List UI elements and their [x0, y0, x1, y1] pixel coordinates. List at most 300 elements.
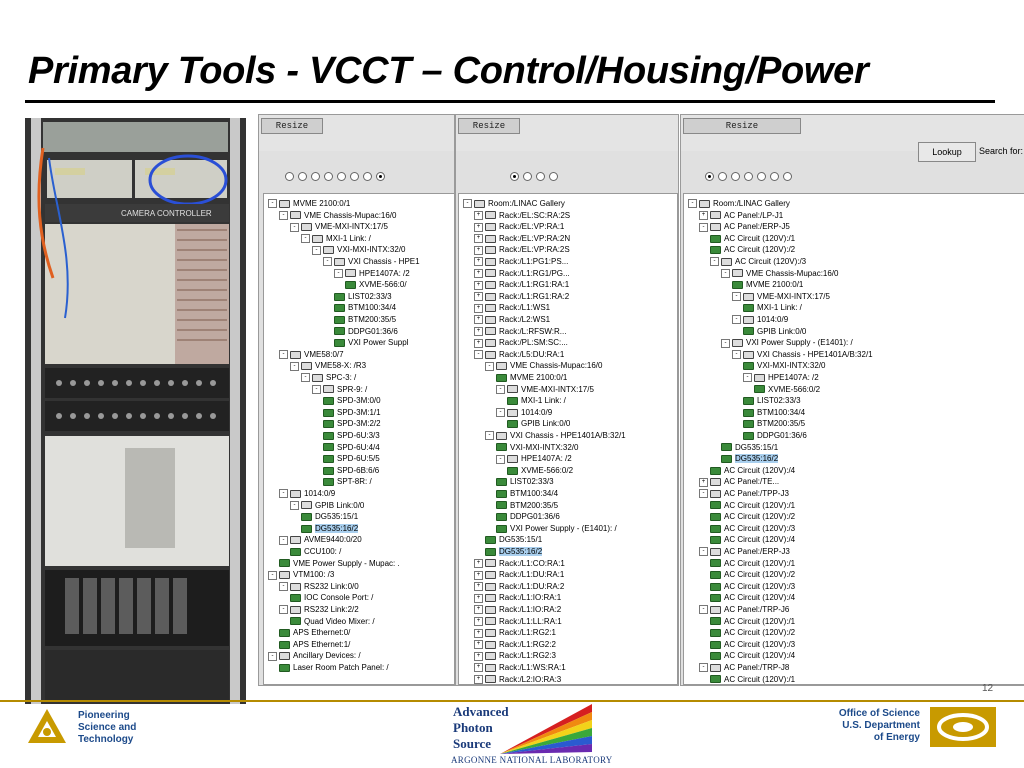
collapse-icon[interactable]: -	[268, 652, 277, 661]
collapse-icon[interactable]: -	[474, 350, 483, 359]
tree-node[interactable]	[290, 616, 375, 627]
collapse-icon[interactable]: -	[279, 489, 288, 498]
radio-button[interactable]	[311, 172, 320, 181]
tree-node[interactable]	[290, 592, 373, 603]
tree-node[interactable]	[474, 569, 564, 580]
tree-node[interactable]	[710, 534, 795, 545]
tree-node[interactable]	[699, 210, 783, 221]
tree-node-label: DG535:16/2	[499, 547, 543, 556]
tree-node[interactable]	[710, 233, 795, 244]
tree-node[interactable]	[268, 650, 361, 661]
expand-icon[interactable]: +	[474, 211, 483, 220]
tree-node-label: Laser Room Patch Panel: /	[293, 663, 389, 672]
device-icon	[710, 246, 721, 254]
tree-node[interactable]	[699, 488, 789, 499]
tree-node[interactable]	[496, 488, 558, 499]
container-icon	[279, 571, 290, 579]
collapse-icon[interactable]: -	[279, 605, 288, 614]
tree-node[interactable]	[710, 627, 795, 638]
device-icon	[710, 641, 721, 649]
tree-node[interactable]	[710, 650, 795, 661]
tree-node[interactable]	[496, 407, 552, 418]
tree-node[interactable]	[334, 268, 410, 279]
expand-icon[interactable]: +	[474, 559, 483, 568]
expand-icon[interactable]: +	[474, 257, 483, 266]
collapse-icon[interactable]: -	[732, 315, 741, 324]
collapse-icon[interactable]: -	[710, 257, 719, 266]
tree-node[interactable]	[743, 407, 805, 418]
radio-button[interactable]	[770, 172, 779, 181]
tree-node[interactable]	[290, 221, 388, 232]
tree-node[interactable]	[312, 244, 405, 255]
device-icon	[710, 594, 721, 602]
tree-node[interactable]	[507, 395, 566, 406]
tree-node[interactable]	[334, 314, 396, 325]
device-icon	[323, 432, 334, 440]
tree-node[interactable]	[710, 569, 795, 580]
tree-node[interactable]	[323, 465, 379, 476]
tree-node-label: Rack:/L1:RG2:1	[499, 628, 556, 638]
tree-node[interactable]	[474, 558, 565, 569]
tree-node-label: 1014:0/9	[521, 407, 553, 417]
collapse-icon[interactable]: -	[699, 663, 708, 672]
tree-node[interactable]	[268, 198, 350, 209]
tree-node-label: DG535:16/2	[315, 523, 359, 533]
tree-node[interactable]	[743, 326, 806, 337]
tree-node[interactable]	[323, 418, 381, 429]
tree-node[interactable]	[485, 360, 602, 371]
tree-node[interactable]	[710, 523, 795, 534]
collapse-icon[interactable]: -	[699, 223, 708, 232]
tree-view[interactable]	[683, 193, 1024, 685]
tree-node[interactable]	[474, 326, 566, 337]
tree-node[interactable]	[474, 279, 569, 290]
device-icon	[323, 478, 334, 486]
tree-node[interactable]	[279, 488, 335, 499]
tree-node[interactable]	[485, 430, 626, 441]
device-icon	[323, 443, 334, 451]
tree-node[interactable]	[721, 337, 853, 348]
expand-icon[interactable]: +	[474, 315, 483, 324]
tree-node[interactable]	[688, 198, 790, 209]
tree-node[interactable]	[743, 372, 819, 383]
tree-node[interactable]	[710, 674, 795, 685]
collapse-icon[interactable]: -	[334, 269, 343, 278]
tree-node[interactable]	[710, 244, 795, 255]
device-icon	[334, 304, 345, 312]
tree-node[interactable]	[474, 592, 561, 603]
container-icon	[743, 351, 754, 359]
tree-node[interactable]	[474, 302, 550, 313]
collapse-icon[interactable]: -	[721, 269, 730, 278]
device-icon	[301, 525, 312, 533]
tree-node[interactable]	[710, 581, 795, 592]
container-icon	[485, 351, 496, 359]
radio-button[interactable]	[705, 172, 714, 181]
container-icon	[290, 536, 301, 544]
radio-button[interactable]	[510, 172, 519, 181]
tree-node[interactable]	[496, 476, 554, 487]
tree-node[interactable]	[710, 465, 795, 476]
expand-icon[interactable]: +	[474, 339, 483, 348]
tree-node[interactable]	[474, 616, 562, 627]
tree-node-label: AC Panel:/ERP-J5	[724, 222, 790, 232]
tree-node-label: GPIB Link:0/0	[521, 419, 571, 429]
device-icon	[743, 420, 754, 428]
tree-node-label: DG535:16/2	[735, 454, 779, 464]
tree-node[interactable]	[507, 418, 570, 429]
tree-node[interactable]	[485, 534, 542, 545]
tree-node-label: VME Chassis-Mupac:16/0	[304, 210, 397, 220]
tree-node[interactable]	[699, 546, 790, 557]
tree-node[interactable]	[699, 662, 789, 673]
collapse-icon[interactable]: -	[699, 547, 708, 556]
device-icon	[507, 397, 518, 405]
lookup-button[interactable]: Lookup	[918, 142, 976, 162]
expand-icon[interactable]: +	[474, 269, 483, 278]
tree-node[interactable]	[496, 442, 578, 453]
tree-node-label: BTM200:35/5	[348, 315, 397, 324]
expand-icon[interactable]: +	[474, 640, 483, 649]
tree-node[interactable]	[754, 384, 820, 395]
collapse-icon[interactable]: -	[312, 246, 321, 255]
expand-icon[interactable]: +	[474, 617, 483, 626]
tree-node[interactable]	[474, 650, 556, 661]
tree-node[interactable]	[474, 337, 568, 348]
tree-node[interactable]	[710, 558, 795, 569]
collapse-icon[interactable]: -	[485, 362, 494, 371]
tree-node[interactable]	[485, 546, 542, 557]
tree-node[interactable]	[496, 372, 567, 383]
device-icon	[743, 409, 754, 417]
tree-node[interactable]	[474, 604, 561, 615]
container-icon	[710, 606, 721, 614]
tree-node-label: Rack:/L5:DU:RA:1	[499, 349, 565, 359]
radio-button[interactable]	[718, 172, 727, 181]
tree-node-label: BTM200:35/5	[510, 500, 559, 510]
tree-node-label: AC Panel:/TPP-J3	[724, 489, 789, 498]
tree-node[interactable]	[721, 442, 778, 453]
tree-node[interactable]	[474, 221, 564, 232]
tree-node[interactable]	[323, 442, 380, 453]
radio-button[interactable]	[783, 172, 792, 181]
radio-button[interactable]	[376, 172, 385, 181]
collapse-icon[interactable]: -	[268, 571, 277, 580]
collapse-icon[interactable]: -	[290, 362, 299, 371]
device-icon	[507, 467, 518, 475]
tree-node[interactable]	[290, 546, 341, 557]
expand-icon[interactable]: +	[474, 675, 483, 684]
tree-node-label: VME-MXI-INTX:17/5	[315, 222, 388, 232]
tree-node[interactable]	[301, 523, 358, 534]
tree-node[interactable]	[710, 500, 795, 511]
tree-node[interactable]	[474, 268, 570, 279]
tree-node[interactable]	[743, 430, 807, 441]
tree-node[interactable]	[279, 639, 350, 650]
tree-node-label: Room:/LINAC Gallery	[713, 199, 790, 208]
tree-node[interactable]	[334, 326, 398, 337]
tree-node-label: XVME-566:0/	[359, 280, 407, 290]
tree-node[interactable]	[732, 314, 788, 325]
expand-icon[interactable]: +	[474, 246, 483, 255]
tree-node[interactable]	[290, 360, 366, 371]
collapse-icon[interactable]: -	[485, 431, 494, 440]
expand-icon[interactable]: +	[699, 211, 708, 220]
rack-photo	[25, 118, 246, 704]
expand-icon[interactable]: +	[474, 582, 483, 591]
device-icon	[496, 490, 507, 498]
tree-view[interactable]	[263, 193, 455, 685]
tree-node[interactable]	[474, 581, 564, 592]
device-icon	[507, 420, 518, 428]
tree-node[interactable]	[301, 233, 371, 244]
tree-node[interactable]	[279, 662, 389, 673]
tree-view[interactable]	[458, 193, 678, 685]
tree-node-label: AC Circuit (120V):/4	[724, 535, 796, 545]
expand-icon[interactable]: +	[474, 663, 483, 672]
container-icon	[699, 200, 710, 208]
device-icon	[485, 536, 496, 544]
expand-icon[interactable]: +	[474, 327, 483, 336]
tree-node-label: SPD-6U:5/5	[337, 454, 380, 464]
tree-node-label: MVME 2100:0/1	[510, 373, 568, 382]
radio-button[interactable]	[350, 172, 359, 181]
expand-icon[interactable]: +	[474, 605, 483, 614]
tree-node[interactable]	[699, 221, 790, 232]
tree-node[interactable]	[710, 639, 795, 650]
tree-node[interactable]	[323, 476, 372, 487]
collapse-icon[interactable]: -	[732, 292, 741, 301]
tree-node[interactable]	[301, 372, 356, 383]
tree-node[interactable]	[279, 627, 350, 638]
tree-node-label: AVME9440:0/20	[304, 535, 362, 545]
tree-node-label: SPD-3M:1/1	[337, 407, 381, 417]
tree-node-label: Rack:/EL:VP:RA:2N	[499, 233, 571, 243]
tree-node-label: APS Ethernet:1/	[293, 639, 351, 649]
expand-icon[interactable]: +	[474, 304, 483, 313]
container-icon	[301, 362, 312, 370]
tree-node[interactable]	[334, 302, 396, 313]
container-icon	[290, 351, 301, 359]
tree-node[interactable]	[463, 198, 565, 209]
container-icon	[290, 490, 301, 498]
tree-node[interactable]	[721, 453, 778, 464]
tree-node[interactable]	[710, 256, 806, 267]
collapse-icon[interactable]: -	[279, 350, 288, 359]
radio-button[interactable]	[757, 172, 766, 181]
collapse-icon[interactable]: -	[290, 501, 299, 510]
tree-node-label: HPE1407A: /2	[521, 454, 572, 464]
tree-node[interactable]	[290, 500, 364, 511]
tree-node[interactable]	[474, 233, 570, 244]
collapse-icon[interactable]: -	[732, 350, 741, 359]
radio-button[interactable]	[337, 172, 346, 181]
tree-node[interactable]	[496, 500, 558, 511]
tree-node[interactable]	[279, 558, 400, 569]
tree-node-label: VXI Chassis - HPE1401A/B:32/1	[510, 431, 626, 440]
tree-node-label: SPC-3: /	[326, 373, 357, 382]
collapse-icon[interactable]: -	[496, 455, 505, 464]
tree-node[interactable]	[345, 279, 407, 290]
expand-icon[interactable]: +	[474, 281, 483, 290]
expand-icon[interactable]: +	[699, 478, 708, 487]
radio-button[interactable]	[744, 172, 753, 181]
expand-icon[interactable]: +	[474, 571, 483, 580]
container-icon	[345, 269, 356, 277]
container-icon	[710, 223, 721, 231]
tree-node-label: APS Ethernet:0/	[293, 628, 351, 638]
tree-node[interactable]	[334, 291, 392, 302]
argonne-lab-label: ARGONNE NATIONAL LABORATORY	[451, 755, 613, 765]
tree-node-label: Rack:/L1:WS1	[499, 303, 551, 313]
device-icon	[743, 432, 754, 440]
device-icon	[710, 571, 721, 579]
collapse-icon[interactable]: -	[312, 385, 321, 394]
collapse-icon[interactable]: -	[268, 199, 277, 208]
tree-node[interactable]	[474, 210, 570, 221]
expand-icon[interactable]: +	[474, 594, 483, 603]
collapse-icon[interactable]: -	[721, 339, 730, 348]
resize-button[interactable]: Resize	[261, 118, 323, 134]
tree-node[interactable]	[474, 674, 561, 685]
tree-node-label: AC Circuit (120V):/4	[724, 651, 796, 661]
radio-button[interactable]	[324, 172, 333, 181]
radio-button[interactable]	[549, 172, 558, 181]
tree-node[interactable]	[312, 384, 367, 395]
tree-node[interactable]	[323, 256, 420, 267]
tree-node[interactable]	[732, 279, 803, 290]
tree-node[interactable]	[279, 581, 359, 592]
resize-button[interactable]: Resize	[458, 118, 520, 134]
tree-node-label: SPR-9: /	[337, 384, 368, 394]
tree-node[interactable]	[721, 268, 838, 279]
tree-node[interactable]	[474, 639, 556, 650]
collapse-icon[interactable]: -	[290, 223, 299, 232]
tree-node-label: HPE1407A: /2	[359, 268, 410, 278]
tree-node[interactable]	[323, 407, 381, 418]
tree-node[interactable]	[474, 627, 556, 638]
tree-node[interactable]	[507, 465, 573, 476]
tree-node[interactable]	[743, 418, 805, 429]
collapse-icon[interactable]: -	[279, 536, 288, 545]
tree-node[interactable]	[699, 476, 779, 487]
container-icon	[323, 385, 334, 393]
tree-node[interactable]	[279, 604, 359, 615]
tree-node[interactable]	[710, 592, 795, 603]
tree-node-label: VXI Power Suppl	[348, 338, 409, 348]
tree-node-label: RS232 Link:2/2	[304, 605, 359, 614]
radio-button[interactable]	[363, 172, 372, 181]
device-icon	[496, 478, 507, 486]
tree-node[interactable]	[732, 291, 830, 302]
collapse-icon[interactable]: -	[279, 211, 288, 220]
tree-node[interactable]	[710, 616, 795, 627]
radio-button[interactable]	[285, 172, 294, 181]
collapse-icon[interactable]: -	[279, 582, 288, 591]
container-icon	[485, 258, 496, 266]
tree-node[interactable]	[268, 569, 334, 580]
tree-node[interactable]	[474, 662, 566, 673]
radio-button[interactable]	[298, 172, 307, 181]
tree-node[interactable]	[323, 395, 381, 406]
page-number: 12	[982, 683, 994, 694]
tree-panel-2	[455, 114, 679, 686]
tree-node[interactable]	[323, 430, 380, 441]
tree-node-label: DG535:15/1	[499, 535, 543, 545]
collapse-icon[interactable]: -	[323, 257, 332, 266]
radio-button[interactable]	[536, 172, 545, 181]
collapse-icon[interactable]: -	[688, 199, 697, 208]
tree-node[interactable]	[474, 291, 569, 302]
tree-node-label: VXI Power Supply - (E1401): /	[746, 338, 853, 348]
tree-node-label: VXI Power Supply - (E1401): /	[510, 523, 617, 533]
tree-node[interactable]	[301, 511, 358, 522]
resize-button[interactable]: Resize	[683, 118, 801, 134]
container-icon	[710, 211, 721, 219]
expand-icon[interactable]: +	[474, 629, 483, 638]
tree-node[interactable]	[279, 534, 362, 545]
expand-icon[interactable]: +	[474, 234, 483, 243]
tree-node[interactable]	[474, 314, 550, 325]
tree-node[interactable]	[474, 244, 570, 255]
tree-node-label: AC Circuit (120V):/1	[724, 616, 796, 626]
tree-node[interactable]	[496, 453, 572, 464]
collapse-icon[interactable]: -	[301, 373, 310, 382]
footer-right-line: of Energy	[873, 732, 920, 743]
tree-node[interactable]	[710, 511, 795, 522]
collapse-icon[interactable]: -	[699, 605, 708, 614]
tree-node[interactable]	[732, 349, 873, 360]
collapse-icon[interactable]: -	[496, 385, 505, 394]
collapse-icon[interactable]: -	[496, 408, 505, 417]
radio-button[interactable]	[523, 172, 532, 181]
collapse-icon[interactable]: -	[699, 489, 708, 498]
container-icon	[721, 258, 732, 266]
expand-icon[interactable]: +	[474, 652, 483, 661]
tree-node[interactable]	[743, 395, 801, 406]
tree-node[interactable]	[334, 337, 408, 348]
collapse-icon[interactable]: -	[743, 373, 752, 382]
aps-line: Photon	[453, 720, 493, 735]
tree-node[interactable]	[323, 453, 380, 464]
tree-node[interactable]	[699, 604, 789, 615]
tree-node-label: IOC Console Port: /	[304, 593, 374, 603]
tree-node[interactable]	[743, 360, 825, 371]
tree-node-label: AC Circuit (120V):/2	[724, 570, 796, 580]
container-icon	[485, 211, 496, 219]
tree-node[interactable]	[474, 349, 564, 360]
tree-node[interactable]	[474, 256, 568, 267]
tree-node-label: VXI-MXI-INTX:32/0	[510, 442, 579, 452]
tree-node[interactable]	[496, 384, 594, 395]
container-icon	[496, 362, 507, 370]
tree-node[interactable]	[279, 210, 396, 221]
tree-node[interactable]	[496, 523, 617, 534]
tree-node-label: AC Circuit (120V):/4	[724, 465, 796, 475]
tree-node[interactable]	[496, 511, 560, 522]
tree-node[interactable]	[279, 349, 344, 360]
collapse-icon[interactable]: -	[463, 199, 472, 208]
device-icon	[496, 513, 507, 521]
container-icon	[485, 223, 496, 231]
tree-node-label: GPIB Link:0/0	[315, 500, 365, 510]
tree-node-label: Rack:/L1:CO:RA:1	[499, 558, 565, 568]
collapse-icon[interactable]: -	[301, 234, 310, 243]
tree-node[interactable]	[743, 302, 802, 313]
expand-icon[interactable]: +	[474, 292, 483, 301]
radio-button[interactable]	[731, 172, 740, 181]
expand-icon[interactable]: +	[474, 223, 483, 232]
